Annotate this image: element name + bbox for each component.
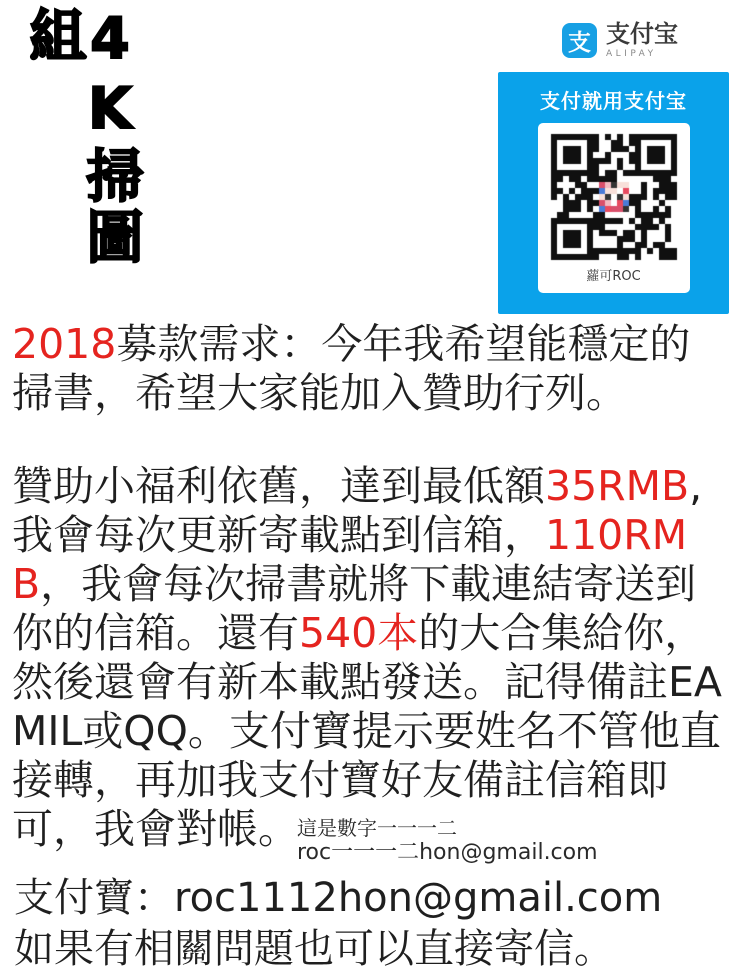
qr-account-label: 蘿可ROC [586, 269, 641, 284]
qr-code-box [538, 123, 690, 293]
alipay-name-en: ALIPAY [606, 49, 657, 60]
paragraph-sponsor-benefits: 贊助小福利依舊，達到最低額35RMB,我會每次更新寄載點到信箱，110RMB，我會每次掃書就將下載連結寄送到你的信箱。還有540本的大合集給你，然後還會有新本載點發送。記得備註EAMIL或QQ。支付寶提示要姓名不管他直接轉，再加我支付寶好友備註信箱即可，我會對帳。 [12, 462, 722, 853]
qr-card-heading: 支付就用支付宝 [540, 89, 687, 113]
alipay-account-line: 支付寶：roc1112hon@gmail.com [14, 875, 663, 921]
alipay-brand-icon: 支 [562, 23, 597, 58]
note-digits-hint: 這是數字一一一二 [297, 816, 457, 840]
number-spelling-note [297, 817, 598, 866]
group-title: 4K掃圖組 [20, 6, 143, 268]
alipay-name-cn: 支付宝 [606, 20, 678, 48]
paragraph-fundraising-intro: 2018募款需求：今年我希望能穩定的掃書，希望大家能加入贊助行列。 [12, 320, 691, 417]
alipay-qr-card [498, 72, 729, 314]
qr-code [547, 130, 681, 264]
note-email-spelled: roc一一一二hon@gmail.com [297, 840, 598, 865]
contact-hint-line: 如果有相關問題也可以直接寄信。 [14, 926, 614, 972]
alipay-brand-names [606, 22, 678, 59]
alipay-logo [562, 22, 678, 59]
